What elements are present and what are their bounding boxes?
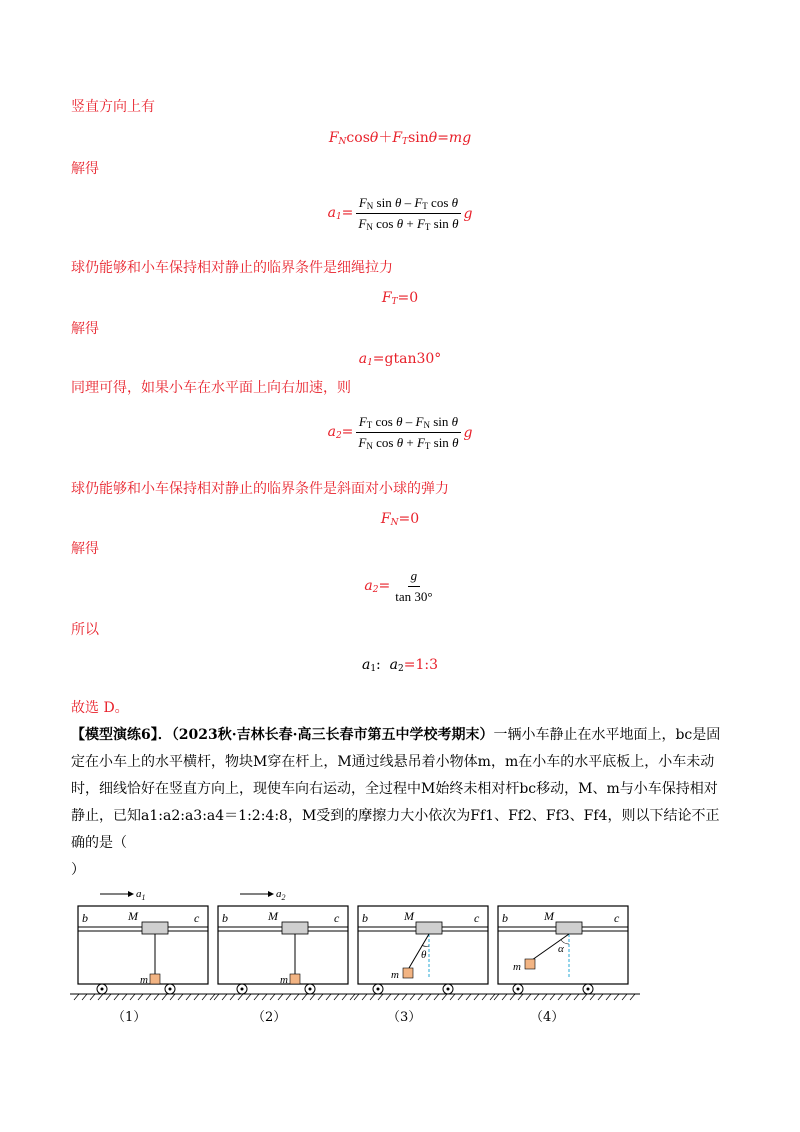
svg-text:b: b (82, 911, 88, 925)
problem-statement: 【模型演练6】．（2023秋·吉林长春·高三长春市第五中学校考期末）一辆小车静止在水平地面上，bc是固定在小车上的水平横杆，物块M穿在杆上，M通过线悬吊着小物体m，m在小车的水平底板上，小车未动时，细线恰好在竖直方向上，现使车向右运动，全过程中M始终未相对杆bc移动，M、m与小车保持相对静止，已知a1:a2:a3:a4＝1:2:4:8，M受到的摩擦力大小依次为Ff1、Ff2、Ff3、Ff4，则以下结论不正确的是（ ） (71, 727, 721, 878)
svg-text:c: c (194, 911, 200, 925)
svg-text:c: c (614, 911, 620, 925)
equation-a1-value: $a_1=gtan30^\circ$ (358, 351, 442, 368)
equation-vertical-balance: $F_N\cos\theta+F_T\sin\theta=mg$ (328, 130, 472, 147)
figure-1-caption: （1） (112, 1010, 147, 1025)
svg-text:m: m (140, 974, 148, 986)
formula-a1: $a_1=$ $\frac{F_N \sin \theta - F_T \cos \theta}{F_N \cos \theta + F_T \sin \theta}$ g (327, 195, 473, 232)
fig2-arrow-label: $a_2$ (276, 888, 286, 902)
svg-text:b: b (362, 911, 368, 925)
figure-2 (210, 882, 360, 1002)
text-line-1: 竖直方向上有 (71, 99, 155, 115)
problem-tag: 【模型演练6】 (71, 727, 158, 743)
text-line-3: 球仍能够和小车保持相对静止的临界条件是细绳拉力 (71, 260, 393, 276)
svg-text:b: b (502, 911, 508, 925)
equation-ft-zero: $F_T=0$ (381, 290, 419, 307)
fig4-angle-label: α (558, 943, 564, 955)
equation-ratio: $a_1$: $a_2=1:3$ (361, 657, 439, 674)
figure-4 (490, 882, 640, 1002)
svg-text:b: b (222, 911, 228, 925)
problem-text: 一辆小车静止在水平地面上，bc是固定在小车上的水平横杆，物块M穿在杆上，M通过线悬吊着小物体m，m在小车的水平底板上，小车未动时，细线恰好在竖直方向上，现使车向右运动，全过程中M始终未相对杆bc移动，M、m与小车保持相对静止，已知a1:a2:a3:a4＝1:2:4:8，M受到的摩擦力大小依次为Ff1、Ff2、Ff3、Ff4，则以下结论不正确的是（ (71, 727, 721, 851)
figure-3 (350, 882, 500, 1002)
svg-text:m: m (391, 969, 399, 981)
formula-a2: $a_2=$ $\frac{F_T \cos \theta - F_N \sin \theta}{F_N \cos \theta + F_T \sin \theta}$ g (327, 414, 473, 451)
problem-source: （2023秋·吉林长春·高三长春市第五中学校考期末） (171, 727, 494, 743)
figure-2-caption: （2） (252, 1010, 287, 1025)
text-line-4: 解得 (71, 321, 99, 337)
text-line-7: 解得 (71, 541, 99, 557)
svg-text:c: c (474, 911, 480, 925)
text-line-5: 同理可得，如果小车在水平面上向右加速，则 (71, 380, 351, 396)
text-line-8: 所以 (71, 622, 99, 638)
text-line-9: 故选 D。 (71, 700, 129, 716)
fig1-arrow-label: $a_1$ (136, 888, 146, 902)
figure-4-caption: （4） (530, 1010, 565, 1025)
figure-1 (70, 882, 220, 1002)
figure-3-caption: （3） (387, 1010, 422, 1025)
svg-text:c: c (334, 911, 340, 925)
text-line-2: 解得 (71, 161, 99, 177)
svg-text:M: M (268, 909, 278, 923)
text-line-6: 球仍能够和小车保持相对静止的临界条件是斜面对小球的弹力 (71, 481, 449, 497)
svg-text:M: M (128, 909, 138, 923)
svg-text:m: m (513, 961, 521, 973)
svg-text:M: M (404, 909, 414, 923)
fig3-angle-label: θ (421, 949, 427, 961)
formula-a2-value: $a_2=$ $\frac{g}{\tan 30^\circ}$ (364, 568, 433, 604)
svg-text:m: m (280, 974, 288, 986)
svg-text:M: M (544, 909, 554, 923)
equation-fn-zero: $F_N=0$ (380, 511, 420, 528)
